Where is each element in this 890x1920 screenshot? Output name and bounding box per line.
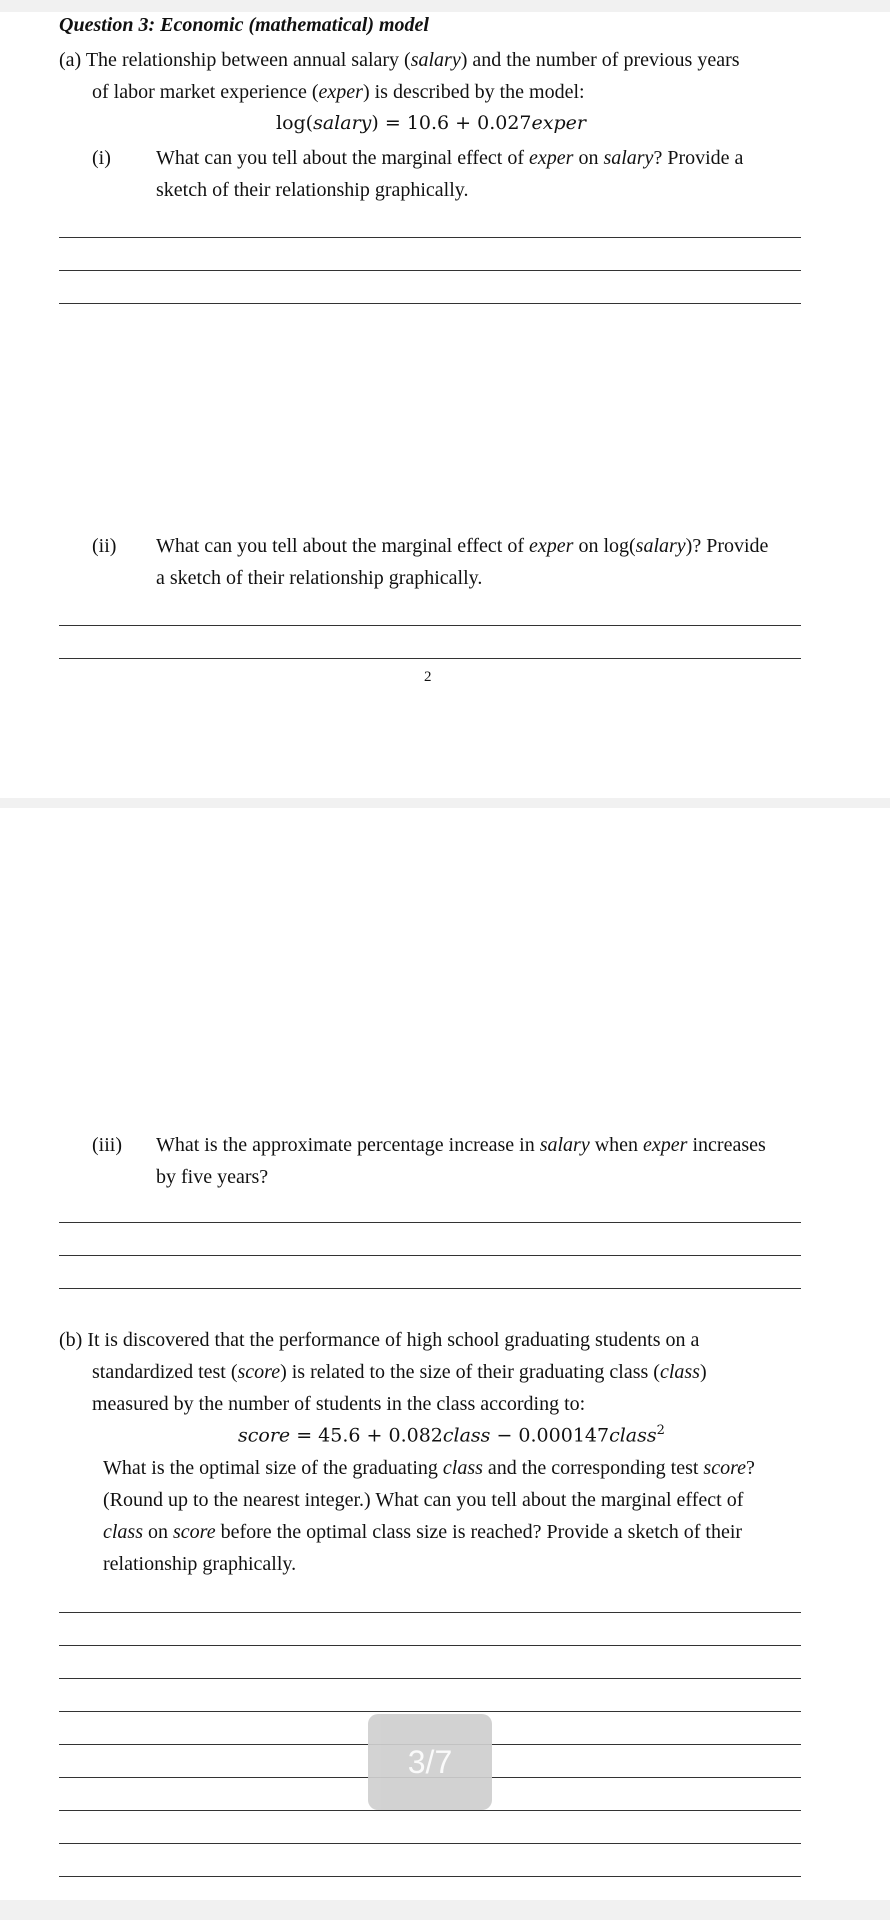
part-b-line1: (b) It is discovered that the performance of high school graduating students on a bbox=[59, 1329, 700, 1351]
answer-line[interactable] bbox=[59, 625, 801, 626]
answer-line[interactable] bbox=[59, 1645, 801, 1646]
answer-line[interactable] bbox=[59, 1612, 801, 1613]
subq-iii-line1: What is the approximate percentage increase in salary when exper increases bbox=[156, 1134, 766, 1156]
answer-line[interactable] bbox=[59, 1288, 801, 1289]
subq-ii-line2: a sketch of their relationship graphically. bbox=[156, 567, 483, 589]
answer-line[interactable] bbox=[59, 237, 801, 238]
part-b-question-line1: What is the optimal size of the graduating class and the corresponding test score? bbox=[103, 1457, 755, 1479]
subq-i-line2: sketch of their relationship graphically. bbox=[156, 179, 469, 201]
answer-line[interactable] bbox=[59, 1222, 801, 1223]
part-b-label: (b) bbox=[59, 1329, 83, 1351]
score-model-equation: score = 45.6 + 0.082class − 0.000147class$^2$ bbox=[238, 1423, 665, 1447]
subq-i-label: (i) bbox=[92, 147, 111, 169]
answer-line[interactable] bbox=[59, 1876, 801, 1877]
part-b-question-line4: relationship graphically. bbox=[103, 1553, 297, 1575]
part-b-question-line2: (Round up to the nearest integer.) What can you tell about the marginal effect of bbox=[103, 1489, 744, 1511]
answer-line[interactable] bbox=[59, 658, 801, 659]
answer-line[interactable] bbox=[59, 303, 801, 304]
subq-i-line1: What can you tell about the marginal effect of exper on salary? Provide a bbox=[156, 147, 744, 169]
subq-ii-label: (ii) bbox=[92, 535, 117, 557]
part-a-intro-line1: (a) The relationship between annual salary (salary) and the number of previous years bbox=[59, 49, 740, 71]
page-number: 2 bbox=[424, 669, 432, 685]
part-b-line3: measured by the number of students in the class according to: bbox=[92, 1393, 586, 1415]
answer-line[interactable] bbox=[59, 270, 801, 271]
part-a-intro-line2: of labor market experience (exper) is described by the model: bbox=[92, 81, 585, 103]
question-title: Question 3: Economic (mathematical) model bbox=[59, 14, 429, 36]
subq-iii-line2: by five years? bbox=[156, 1166, 269, 1188]
subq-ii-line1: What can you tell about the marginal effect of exper on log(salary)? Provide bbox=[156, 535, 769, 557]
answer-line[interactable] bbox=[59, 1255, 801, 1256]
part-a-label: (a) bbox=[59, 49, 82, 71]
salary-model-equation: log(salary) = 10.6 + 0.027exper bbox=[276, 112, 586, 134]
answer-line[interactable] bbox=[59, 1678, 801, 1679]
part-b-question-line3: class on score before the optimal class size is reached? Provide a sketch of their bbox=[103, 1521, 743, 1543]
answer-line[interactable] bbox=[59, 1810, 801, 1811]
part-b-line2: standardized test (score) is related to the size of their graduating class (class) bbox=[92, 1361, 707, 1383]
subq-iii-label: (iii) bbox=[92, 1134, 122, 1156]
answer-line[interactable] bbox=[59, 1843, 801, 1844]
page-indicator-badge: 3/7 bbox=[368, 1714, 492, 1810]
answer-line[interactable] bbox=[59, 1711, 801, 1712]
